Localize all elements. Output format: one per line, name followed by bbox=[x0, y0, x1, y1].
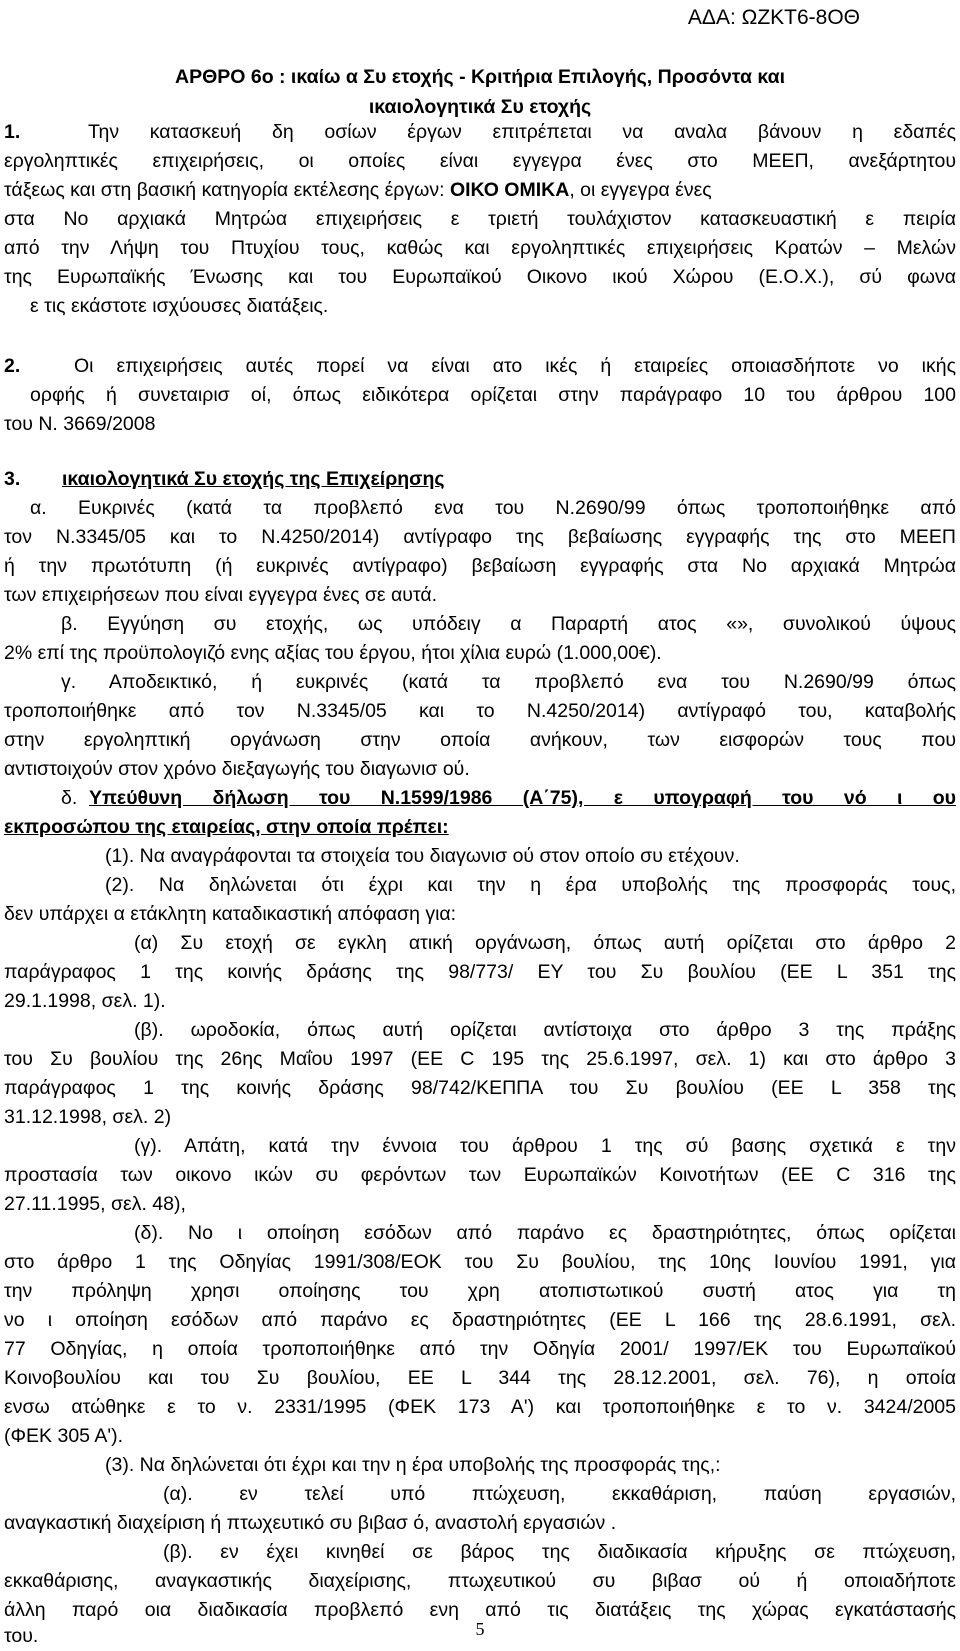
item-d-2a-line-1: (α) Συ ετοχή σε εγκλη ατική οργάνωση, όπως αυτή ορίζεται στο άρθρο 2 bbox=[134, 932, 956, 954]
item-d-2a-line-3: 29.1.1998, σελ. 1). bbox=[4, 990, 166, 1012]
item-d-2g-line-1: (γ). Απάτη, κατά την έννοια του άρθρου 1 της σύ βασης σχετικά ε την bbox=[134, 1135, 956, 1157]
item-d-2d-line-1: (δ). Νο ι οποίηση εσόδων από παράνο ες δραστηριότητες, όπως ορίζεται bbox=[134, 1222, 956, 1244]
item-d-line-1: δ. Υπεύθυνη δήλωση του Ν.1599/1986 (Α΄75), ε υπογραφή του νό ι ου bbox=[61, 787, 956, 809]
item-a-line-4: των επιχειρήσεων που είναι εγγεγρα ένες σε αυτά. bbox=[4, 584, 438, 606]
page-number: 5 bbox=[475, 1619, 485, 1639]
item-d-2g-line-2: προστασία των οικονο ικών συ φερόντων των Ευρωπαϊκών Κοινοτήτων (ΕΕ C 316 της bbox=[4, 1164, 956, 1186]
item-d-3b-line-3: άλλη παρό οια διαδικασία προβλεπό ενη από τις διατάξεις της χώρας εγκατάστασής bbox=[4, 1599, 956, 1621]
item-d-2d-line-3: την πρόληψη χρησι οποίησης του χρη ατοπιστωτικού συστή ατος για τη bbox=[4, 1280, 956, 1302]
item-g-line-3: στην εργοληπτική οργάνωση στην οποία ανήκουν, των εισφορών τους που bbox=[4, 729, 956, 751]
item-d-2d-line-6: Κοινοβουλίου και του Συ βουλίου, ΕΕ L 344 της 28.12.2001, σελ. 76), η οποία bbox=[4, 1367, 956, 1389]
paragraph-2-line-3: του Ν. 3669/2008 bbox=[4, 413, 156, 435]
item-g-line-4: αντιστοιχούν στον χρόνο διεξαγωγής του διαγωνισ ού. bbox=[4, 758, 470, 780]
item-d-1: (1). Να αναγράφονται τα στοιχεία του διαγωνισ ού στον οποίο συ ετέχουν. bbox=[105, 845, 740, 867]
item-d-3b-line-1: (β). εν έχει κινηθεί σε βάρος της διαδικασία κήρυξης σε πτώχευση, bbox=[163, 1541, 956, 1563]
paragraph-3-number: 3. bbox=[4, 468, 21, 490]
item-d-2b-line-4: 31.12.1998, σελ. 2) bbox=[4, 1106, 172, 1128]
paragraph-2-number: 2. bbox=[4, 355, 21, 377]
item-g-line-2: τροποποιήθηκε από τον Ν.3345/05 και το Ν.4250/2014) αντίγραφό του, καταβολής bbox=[4, 700, 956, 722]
paragraph-2-line-2: ορφής ή συνεταιρισ οί, όπως ειδικότερα ορίζεται στην παράγραφο 10 του άρθρου 100 bbox=[30, 384, 956, 406]
item-d-2a-line-2: παράγραφος 1 της κοινής δράσης της 98/773/ ΕΥ του Συ βουλίου (ΕΕ L 351 της bbox=[4, 961, 956, 983]
paragraph-1-line-6: της Ευρωπαϊκής Ένωσης και του Ευρωπαϊκού Οικονο ικού Χώρου (Ε.Ο.Χ.), σύ φωνα bbox=[4, 266, 956, 288]
article-title-line-2: ικαιολογητικά Συ ετοχής bbox=[368, 96, 592, 118]
item-d-2d-line-8: (ΦΕΚ 305 Α'). bbox=[4, 1425, 123, 1447]
item-d-2b-line-1: (β). ωροδοκία, όπως αυτή ορίζεται αντίστοιχα στο άρθρο 3 της πράξης bbox=[134, 1019, 956, 1041]
item-a-line-3: ή την πρωτότυπη (ή ευκρινές αντίγραφο) βεβαίωση εγγραφής στα Νο αρχιακά Μητρώα bbox=[4, 555, 956, 577]
item-d-2d-line-7: ενσω ατώθηκε ε το ν. 2331/1995 (ΦΕΚ 173 Α') και τροποποιήθηκε ε το ν. 3424/2005 bbox=[4, 1396, 956, 1418]
item-g-line-1: γ. Αποδεικτικό, ή ευκρινές (κατά τα προβλεπό ενα του Ν.2690/99 όπως bbox=[61, 671, 956, 693]
paragraph-3-heading: 3. ικαιολογητικά Συ ετοχής της Επιχείρησης bbox=[4, 465, 956, 494]
item-d-2-line-1: (2). Να δηλώνεται ότι έχρι και την η έρα υποβολής της προσφοράς τους, bbox=[105, 874, 956, 896]
item-b-line-1: β. Εγγύηση συ ετοχής, ως υπόδειγ α Παραρτή ατος «», συνολικού ύψους bbox=[61, 613, 956, 635]
item-d-3a-line-1: (α). εν τελεί υπό πτώχευση, εκκαθάριση, παύση εργασιών, bbox=[163, 1483, 956, 1505]
item-d-3a-line-2: αναγκαστική διαχείριση ή πτωχευτικό συ βιβασ ό, αναστολή εργασιών . bbox=[4, 1512, 617, 1534]
paragraph-1-line-4: στα Νο αρχιακά Μητρώα επιχειρήσεις ε τριετή τουλάχιστον κατασκευαστική ε πειρία bbox=[4, 208, 956, 230]
item-d-2d-line-4: νο ι οποίηση εσόδων από παράνο ες δραστηριότητες (ΕΕ L 166 της 28.6.1991, σελ. bbox=[4, 1309, 956, 1331]
item-d-2-line-2: δεν υπάρχει α ετάκλητη καταδικαστική απόφαση για: bbox=[4, 903, 457, 925]
item-a-line-1: α. Ευκρινές (κατά τα προβλεπό ενα του Ν.2690/99 όπως τροποποιήθηκε από bbox=[30, 497, 956, 519]
item-d-2b-line-3: παράγραφος 1 της κοινής δράσης 98/742/ΚΕΠΠΑ του Συ βουλίου (ΕΕ L 358 της bbox=[4, 1077, 956, 1099]
article-title-line-1: ΑΡΘΡΟ 6ο : ικαίω α Συ ετοχής - Κριτήρια Επιλογής, Προσόντα και bbox=[175, 66, 785, 88]
item-b-line-2: 2% επί της προϋπολογιζό ενης αξίας του έργου, ήτοι χίλια ευρώ (1.000,00€). bbox=[4, 642, 662, 664]
item-d-2b-line-2: του Συ βουλίου της 26ης Μαΐου 1997 (ΕΕ C 195 της 25.6.1997, σελ. 1) και στο άρθρο 3 bbox=[4, 1048, 956, 1070]
paragraph-1-line-7: ε τις εκάστοτε ισχύουσες διατάξεις. bbox=[30, 295, 329, 317]
paragraph-1-line-5: από την Λήψη του Πτυχίου τους, καθώς και εργοληπτικές επιχειρήσεις Κρατών – Μελών bbox=[4, 237, 956, 259]
item-d-3b-line-2: εκκαθάρισης, αναγκαστικής διαχείρισης, πτωχευτικού συ βιβασ ού ή οποιαδήποτε bbox=[4, 1570, 956, 1592]
item-a-line-2: τον Ν.3345/05 και το Ν.4250/2014) αντίγραφο της βεβαίωσης εγγραφής της στο ΜΕΕΠ bbox=[4, 526, 956, 548]
paragraph-1-number: 1. bbox=[4, 121, 21, 143]
item-d-3: (3). Να δηλώνεται ότι έχρι και την η έρα υποβολής της προσφοράς της,: bbox=[105, 1454, 721, 1476]
item-d-2d-line-2: στο άρθρο 1 της Οδηγίας 1991/308/ΕΟΚ του Συ βουλίου, της 10ης Ιουνίου 1991, για bbox=[4, 1251, 956, 1273]
item-d-2d-line-5: 77 Οδηγίας, η οποία τροποποιήθηκε από την Οδηγία 2001/ 1997/ΕΚ του Ευρωπαϊκού bbox=[4, 1338, 956, 1360]
paragraph-1-line-2: εργοληπτικές επιχειρήσεις, οι οποίες είναι εγγεγρα ένες στο ΜΕΕΠ, ανεξάρτητου bbox=[4, 150, 956, 172]
paragraph-2-line-1: 2. Οι επιχειρήσεις αυτές πορεί να είναι ατο ικές ή εταιρείες οποιασδήποτε νο ικής bbox=[4, 352, 956, 381]
item-d-2g-line-3: 27.11.1995, σελ. 48), bbox=[4, 1193, 186, 1215]
paragraph-1-line-1: 1. Την κατασκευή δη οσίων έργων επιτρέπεται να αναλα βάνουν η εδαπές bbox=[4, 118, 956, 147]
item-d-line-2: εκπροσώπου της εταιρείας, στην οποία πρέπει: bbox=[4, 816, 449, 838]
ada-code: ΑΔΑ: ΩΖΚΤ6-8ΟΘ bbox=[687, 6, 860, 29]
category-name: ΟΙΚΟ ΟΜΙΚΑ bbox=[449, 179, 570, 201]
paragraph-1-line-3: τάξεως και στη βασική κατηγορία εκτέλεσης έργων: ΟΙΚΟ ΟΜΙΚΑ, οι εγγεγρα ένες bbox=[4, 179, 712, 201]
item-d-3b-line-4: του. bbox=[4, 1625, 39, 1647]
